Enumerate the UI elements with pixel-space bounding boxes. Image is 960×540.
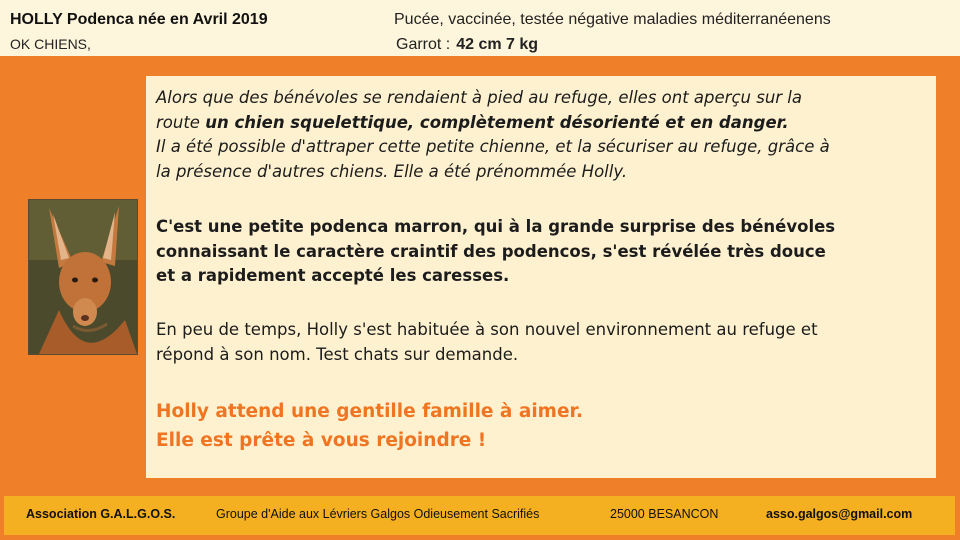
dog-photo (28, 199, 138, 355)
story-line: Alors que des bénévoles se rendaient à pied au refuge, elles ont aperçu sur la (156, 88, 802, 107)
garrot-info (396, 36, 538, 54)
story-line: route (156, 112, 206, 132)
association-description: Groupe d'Aide aux Lévriers Galgos Odieusement Sacrifiés (216, 507, 540, 521)
story-line: et a rapidement accepté les caresses. (156, 266, 510, 285)
story-line: la présence d'autres chiens. Elle a été prénommée Holly. (156, 161, 628, 181)
dog-compatibility: OK CHIENS, (10, 36, 91, 52)
cta-line: Elle est prête à vous rejoindre ! (156, 430, 487, 451)
garrot-value: 42 cm 7 kg (456, 36, 539, 53)
story-paragraph-adaptation (156, 318, 818, 367)
story-line: connaissant le caractère craintif des podencos, s'est révélée très douce (156, 241, 826, 261)
footer (4, 496, 955, 535)
story-line: Il a été possible d'attraper cette petite chienne, et la sécuriser au refuge, grâce à (156, 137, 830, 156)
story-paragraph-temperament (156, 215, 835, 289)
health-status: Pucée, vaccinée, testée négative maladies méditerranéenens (394, 11, 831, 28)
story-line: C'est une petite podenca marron, qui à la grande surprise des bénévoles (156, 217, 836, 236)
dog-icon (29, 200, 137, 354)
story-call-to-action (156, 397, 583, 455)
story-highlight: un chien squelettique, complètement désorienté et en danger. (205, 112, 789, 132)
association-city: 25000 BESANCON (610, 507, 719, 521)
dog-title: HOLLY Podenca née en Avril 2019 (10, 11, 268, 28)
story-line: répond à son nom. Test chats sur demande. (156, 344, 519, 364)
garrot-label: Garrot : (396, 36, 451, 53)
story-line: En peu de temps, Holly s'est habituée à son nouvel environnement au refuge et (156, 320, 818, 339)
story-card (146, 76, 936, 478)
cta-line: Holly attend une gentille famille à aimer. (156, 401, 583, 422)
association-name: Association G.A.L.G.O.S. (26, 507, 176, 521)
association-email[interactable]: asso.galgos@gmail.com (766, 507, 913, 521)
story-paragraph-rescue (156, 86, 830, 184)
header (0, 0, 960, 56)
